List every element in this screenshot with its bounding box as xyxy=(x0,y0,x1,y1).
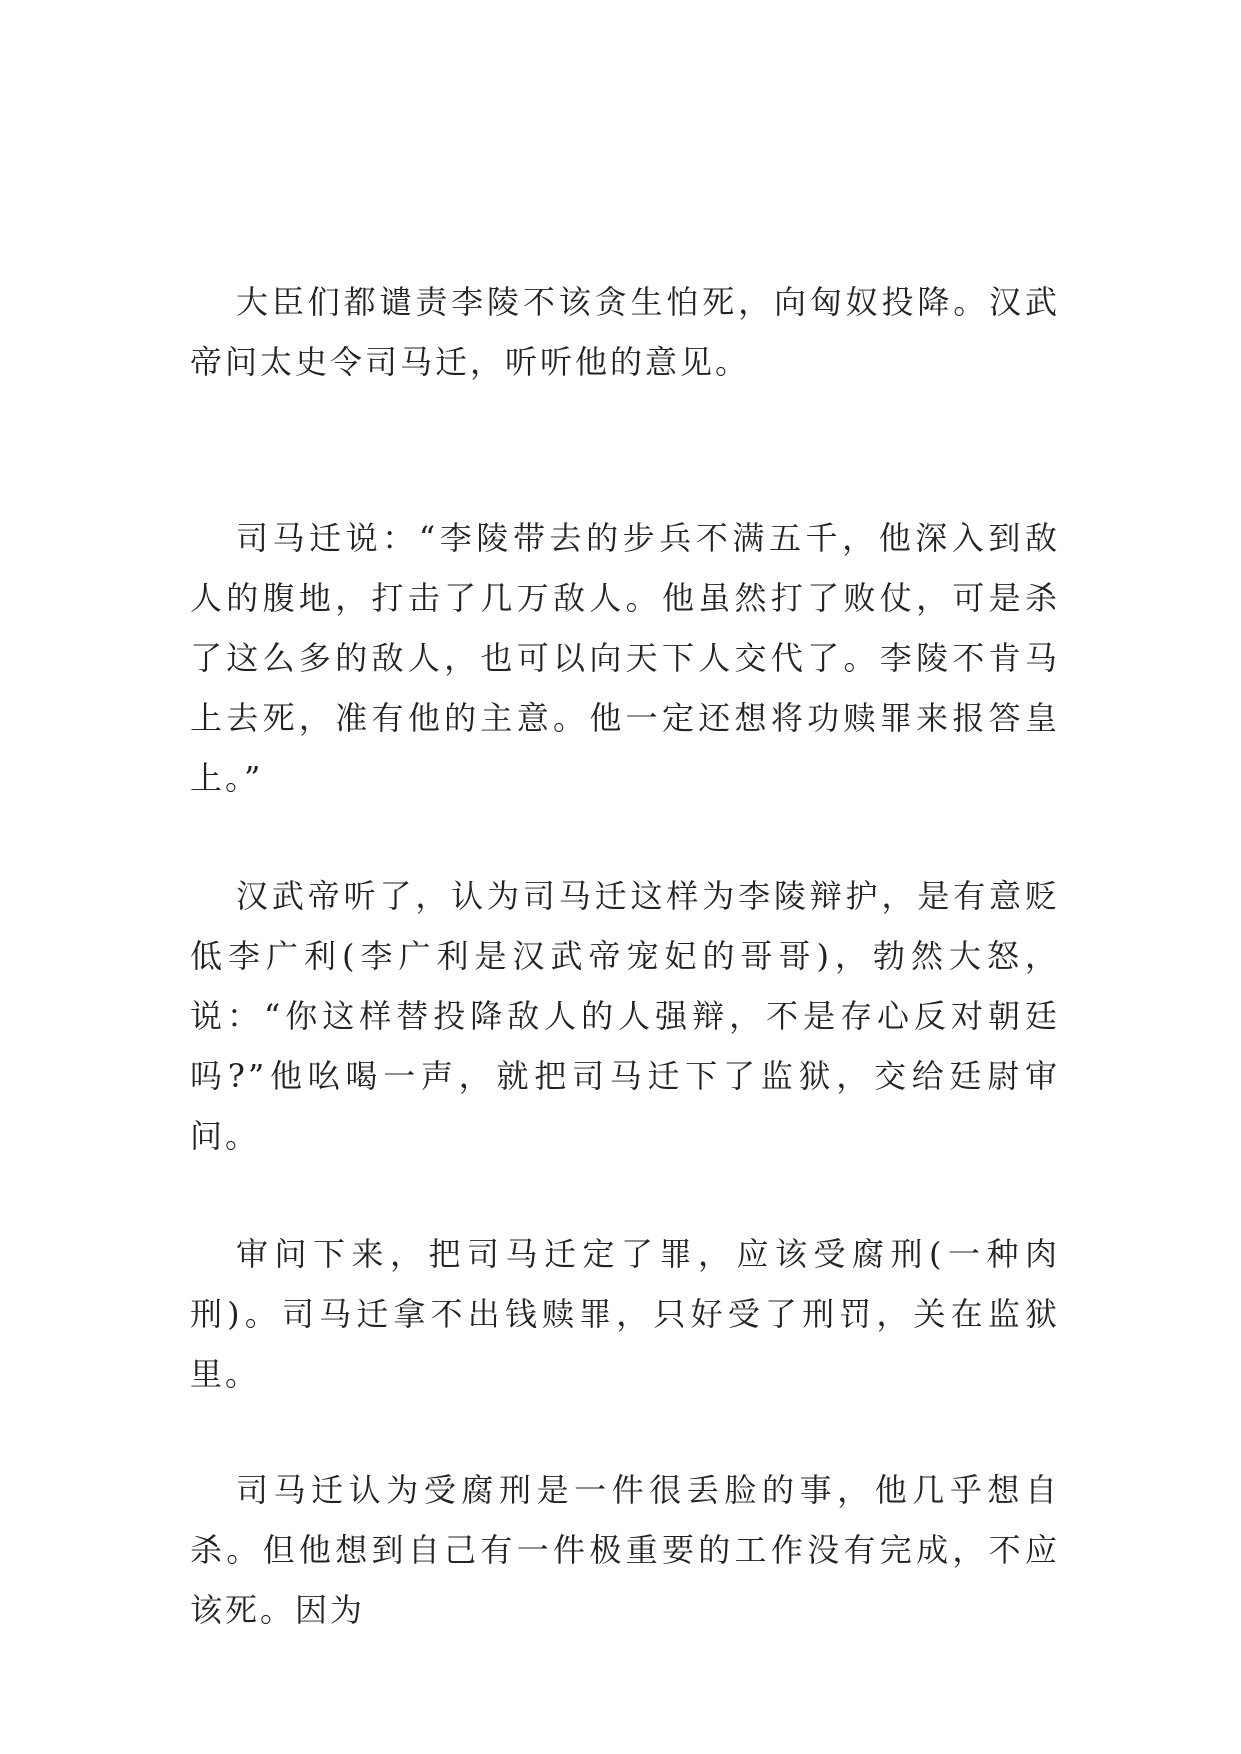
paragraph-4: 审问下来，把司马迁定了罪，应该受腐刑(一种肉刑)。司马迁拿不出钱赎罪，只好受了刑罚，关在监狱里。 xyxy=(190,1235,1060,1393)
paragraph-3: 汉武帝听了，认为司马迁这样为李陵辩护，是有意贬低李广利(李广利是汉武帝宠妃的哥哥)，勃然大怒，说：“你这样替投降敌人的人强辩，不是存心反对朝廷吗?”他吆喝一声，就把司马迁下了监狱，交给廷尉审问。 xyxy=(190,877,1060,1155)
paragraph-5: 司马迁认为受腐刑是一件很丢脸的事，他几乎想自杀。但他想到自己有一件极重要的工作没有完成，不应该死。因为 xyxy=(190,1471,1060,1629)
paragraph-2: 司马迁说：“李陵带去的步兵不满五千，他深入到敌人的腹地，打击了几万敌人。他虽然打了败仗，可是杀了这么多的敌人，也可以向天下人交代了。李陵不肯马上去死，准有他的主意。他一定还想将功赎罪来报答皇上。” xyxy=(190,519,1060,797)
paragraph-1: 大臣们都谴责李陵不该贪生怕死，向匈奴投降。汉武帝问太史令司马迁，听听他的意见。 xyxy=(190,283,1060,381)
